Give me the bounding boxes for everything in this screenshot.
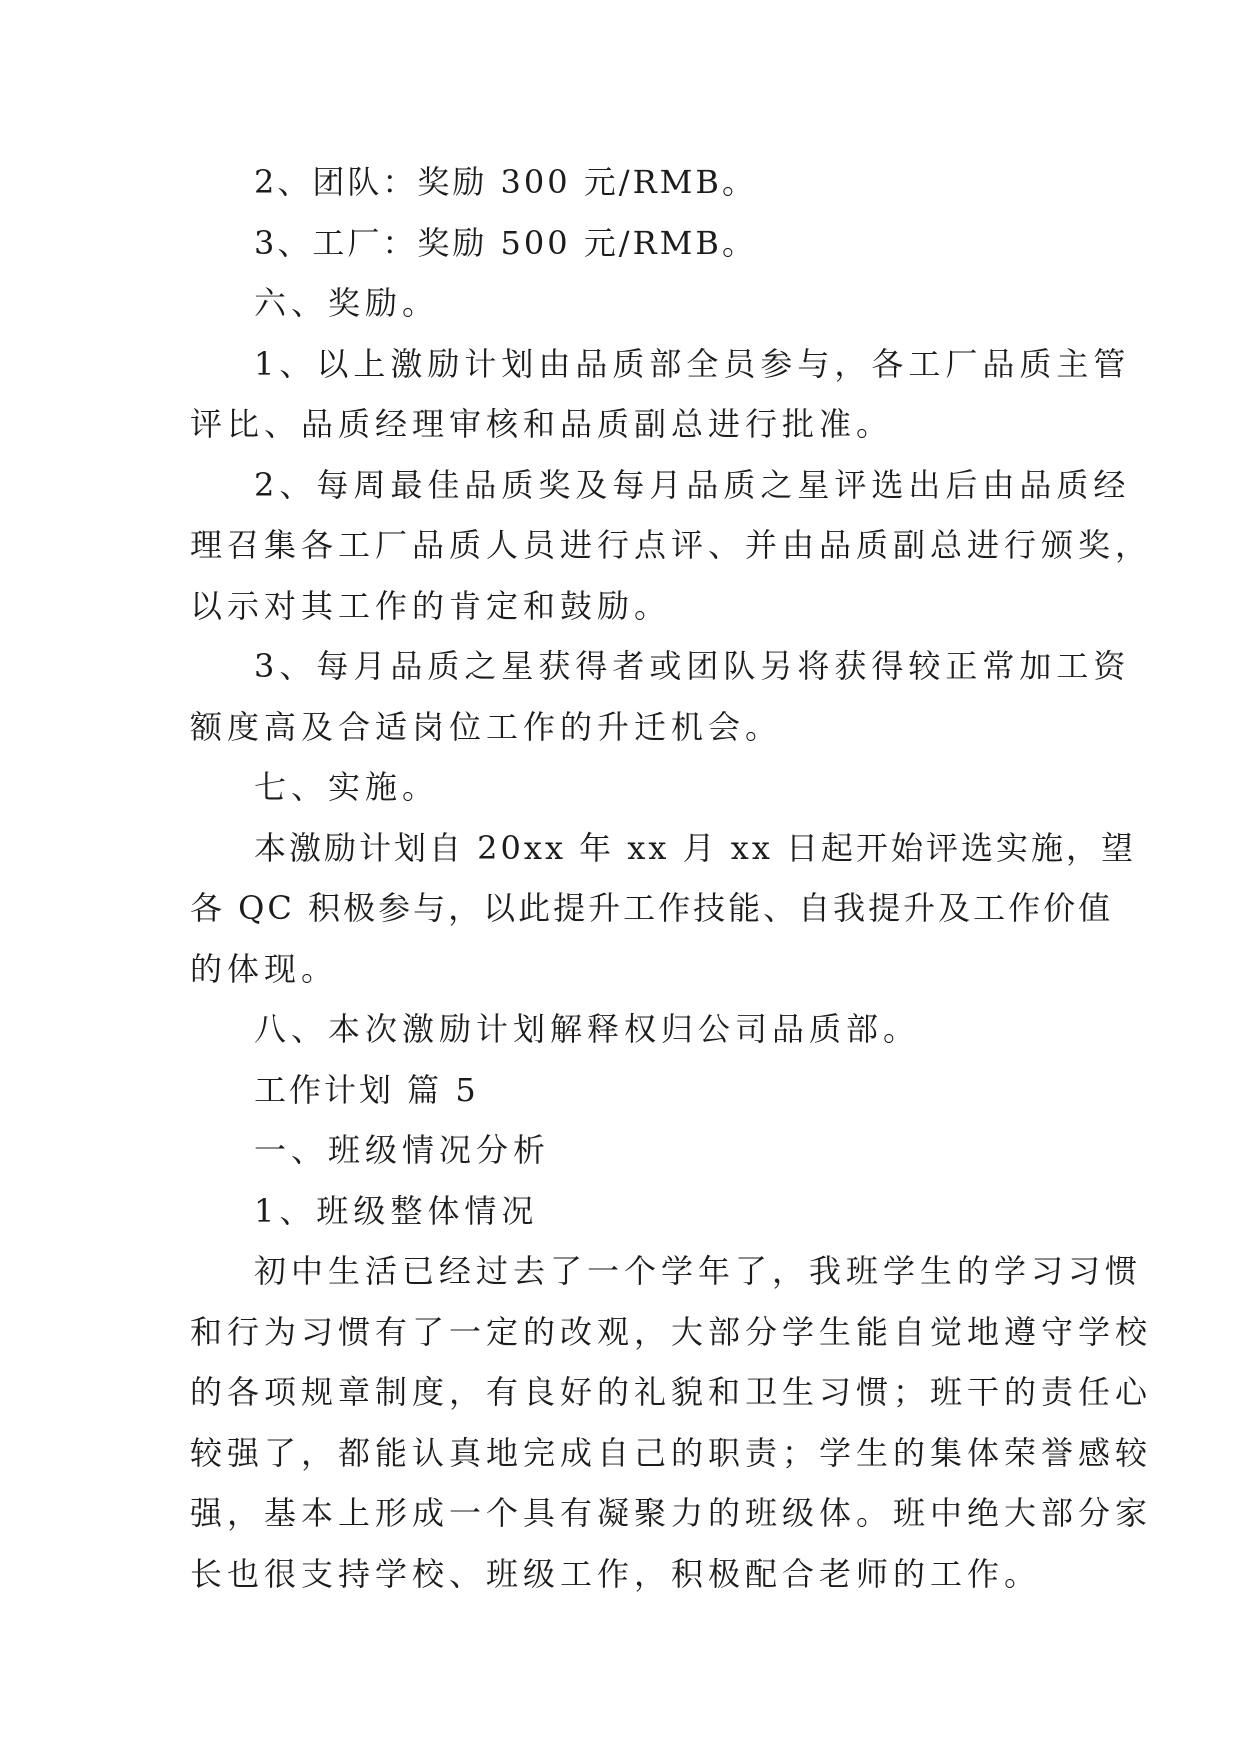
text-line: 六、奖励。	[254, 284, 440, 322]
text-line: 评比、品质经理审核和品质副总进行批准。	[190, 405, 894, 443]
section-heading-interpretation	[190, 999, 1060, 1060]
text-line: 1、以上激励计划由品质部全员参与，各工厂品质主管	[254, 344, 1131, 383]
paragraph-reward-3	[190, 636, 1131, 757]
paragraph-team-reward	[190, 152, 1060, 213]
paragraph-reward-1	[190, 334, 1131, 455]
text-line: 本激励计划自 20xx 年 xx 月 xx 日起开始评选实施，望	[254, 828, 1137, 867]
text-line: 强，基本上形成一个具有凝聚力的班级体。班中绝大部分家	[190, 1494, 1153, 1532]
document-body	[190, 152, 1153, 1604]
text-line: 长也很支持学校、班级工作，积极配合老师的工作。	[190, 1554, 1042, 1593]
subheading-class-overall	[190, 1181, 1060, 1242]
paragraph-implementation	[190, 818, 1137, 1000]
paragraph-factory-reward	[190, 213, 1060, 274]
text-line: 工作计划 篇 5	[254, 1070, 479, 1109]
text-line: 以示对其工作的肯定和鼓励。	[190, 586, 672, 625]
paragraph-class-situation	[190, 1241, 1153, 1604]
work-plan-title	[190, 1060, 1060, 1121]
text-line: 一、班级情况分析	[254, 1131, 551, 1169]
text-line: 额度高及合适岗位工作的升迁机会。	[190, 707, 783, 746]
text-line: 初中生活已经过去了一个学年了，我班学生的学习习惯	[254, 1252, 1143, 1290]
text-line: 2、团队：奖励 300 元/RMB。	[254, 163, 757, 201]
text-line: 八、本次激励计划解释权归公司品质部。	[254, 1010, 921, 1048]
text-line: 的各项规章制度，有良好的礼貌和卫生习惯；班干的责任心	[190, 1373, 1153, 1411]
section-heading-reward	[190, 273, 1060, 334]
text-line: 七、实施。	[254, 768, 440, 806]
text-line: 3、工厂：奖励 500 元/RMB。	[254, 223, 757, 262]
section-heading-class-analysis	[190, 1120, 1060, 1181]
text-line: 1、班级整体情况	[254, 1191, 539, 1230]
text-line: 和行为习惯有了一定的改观，大部分学生能自觉地遵守学校	[190, 1312, 1153, 1351]
paragraph-reward-2	[190, 455, 1153, 637]
text-line: 理召集各工厂品质人员进行点评、并由品质副总进行颁奖，	[190, 526, 1153, 564]
text-line: 较强了，都能认真地完成自己的职责；学生的集体荣誉感较	[190, 1433, 1153, 1472]
text-line: 的体现。	[190, 949, 339, 988]
section-heading-implementation	[190, 757, 1060, 818]
text-line: 3、每月品质之星获得者或团队另将获得较正常加工资	[254, 647, 1131, 685]
text-line: 各 QC 积极参与，以此提升工作技能、自我提升及工作价值	[190, 889, 1114, 927]
text-line: 2、每周最佳品质奖及每月品质之星评选出后由品质经	[254, 465, 1131, 504]
